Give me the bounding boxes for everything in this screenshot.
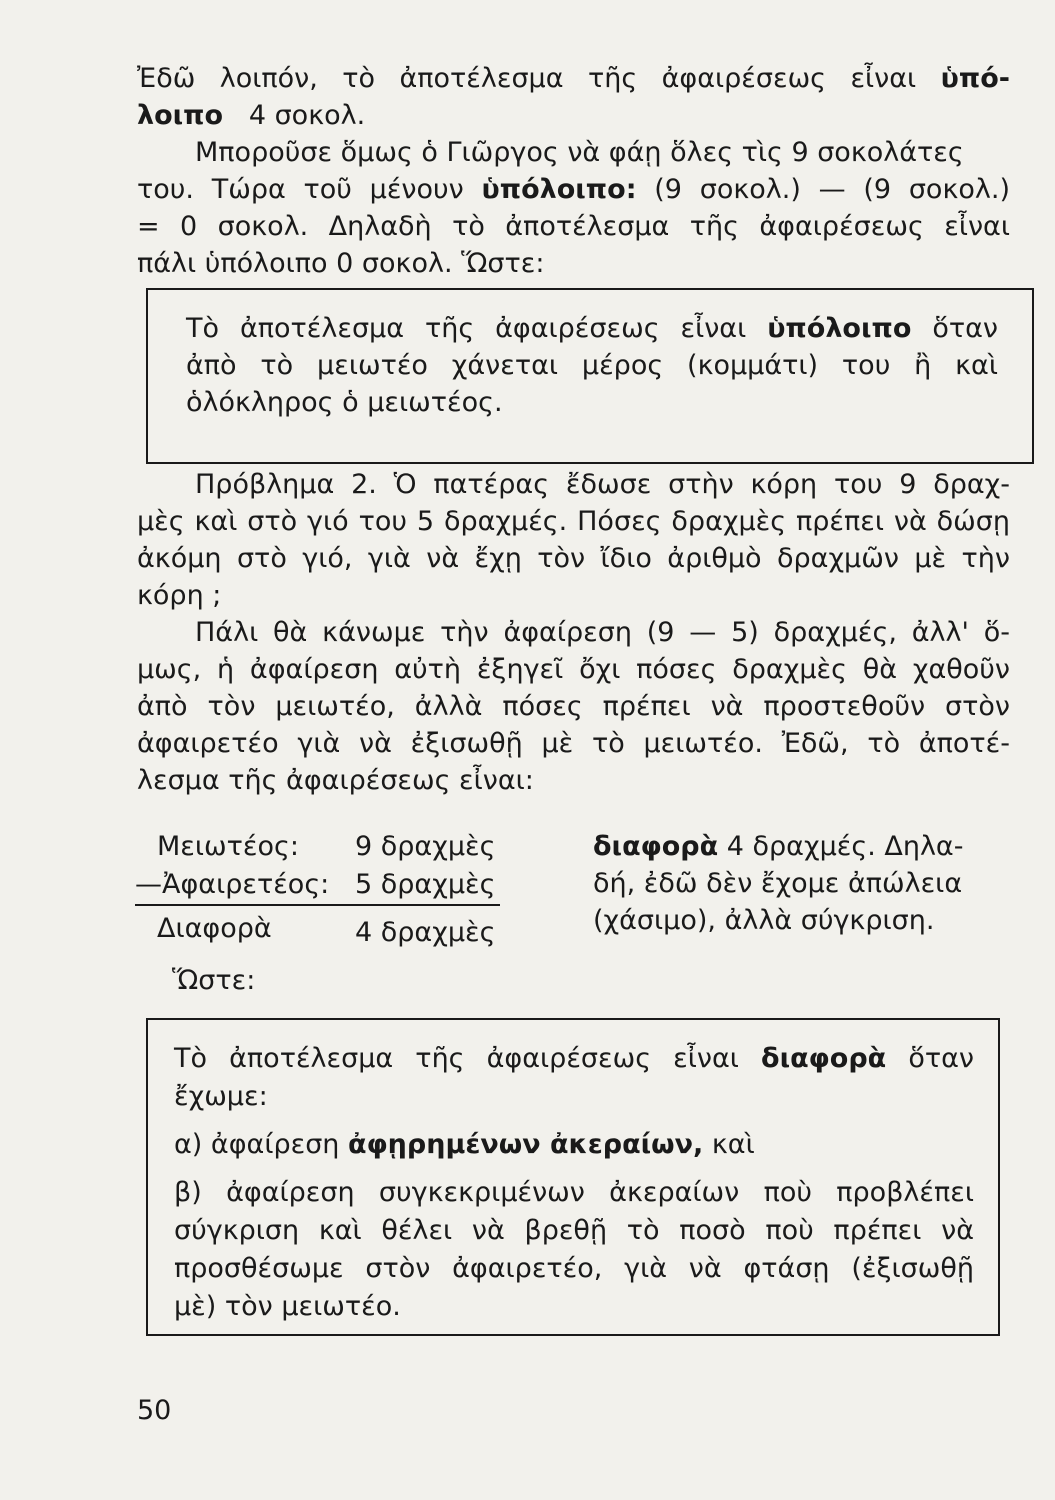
intro-line-3: Μποροῦσε ὅμως ὁ Γιῶργος νὰ φάῃ ὅλες τὶς 9 σοκολάτες (195, 137, 964, 168)
intro-line-2: λοιπο 4 σοκολ. (137, 100, 366, 131)
intro-line-1: Ἐδῶ λοιπόν, τὸ ἀποτέλεσμα τῆς ἀφαιρέσεως εἶναι ὑπό- (137, 63, 1010, 94)
minuend-label: Μειωτέος: (157, 831, 299, 862)
problem-line-5: Πάλι θὰ κάνωμε τὴν ἀφαίρεση (9 — 5) δραχμές, ἀλλ' ὅ- (195, 617, 1010, 648)
rule-box-difference-text (174, 1040, 974, 1326)
intro-line-6: πάλι ὑπόλοιπο 0 σοκολ. Ὥστε: (137, 248, 545, 279)
side-line-2: δή, ἐδῶ δὲν ἔχομε ἀπώλεια (593, 868, 963, 899)
box1-line-1: Τὸ ἀποτέλεσμα τῆς ἀφαιρέσεως εἶναι ὑπόλοιπο ὅταν (186, 313, 998, 344)
intro-paragraph (137, 60, 1010, 282)
subtrahend-value: 5 δραχμὲς (355, 869, 496, 900)
box2-line-2: ἔχωμε: (174, 1081, 268, 1112)
problem-2-paragraph (137, 466, 1010, 799)
box1-line-3: ὁλόκληρος ὁ μειωτέος. (186, 387, 503, 418)
rule-box-remainder-text (186, 310, 998, 421)
intro-line-4: του. Τώρα τοῦ μένουν ὑπόλοιπο: (9 σοκολ.) — (9 σοκολ.) (137, 174, 1010, 205)
so-label: Ὥστε: (172, 965, 256, 996)
problem-line-3: ἀκόμη στὸ γιό, γιὰ νὰ ἔχῃ τὸν ἴδιο ἀριθμὸ δραχμῶν μὲ τὴν (137, 543, 1010, 574)
problem-line-9: λεσμα τῆς ἀφαιρέσεως εἶναι: (137, 765, 534, 796)
box2-item-b-line-3: προσθέσωμε στὸν ἀφαιρετέο, γιὰ νὰ φτάσῃ (ἐξισωθῇ (174, 1253, 974, 1284)
subtraction-rule (135, 904, 500, 906)
difference-label: Διαφορὰ (157, 913, 272, 944)
box2-item-a: α) ἀφαίρεση ἀφῃρημένων ἀκεραίων, καὶ (174, 1129, 755, 1160)
box2-item-b-line-1: β) ἀφαίρεση συγκεκριμένων ἀκεραίων ποὺ προβλέπει (174, 1177, 974, 1208)
side-line-3: (χάσιμο), ἀλλὰ σύγκριση. (593, 905, 935, 936)
box2-line-1: Τὸ ἀποτέλεσμα τῆς ἀφαιρέσεως εἶναι διαφορὰ ὅταν (174, 1043, 974, 1074)
page-number: 50 (137, 1395, 172, 1426)
rule-box-difference (146, 1018, 1000, 1336)
problem-line-4: κόρη ; (137, 580, 222, 611)
side-line-1: διαφορὰ 4 δραχμές. Δηλα- (593, 831, 964, 862)
box1-line-2: ἀπὸ τὸ μειωτέο χάνεται μέρος (κομμάτι) του ἢ καὶ (186, 350, 998, 381)
difference-value: 4 δραχμὲς (355, 917, 496, 948)
minuend-value: 9 δραχμὲς (355, 831, 496, 862)
problem-line-7: ἀπὸ τὸν μειωτέο, ἀλλὰ πόσες πρέπει νὰ προστεθοῦν στὸν (137, 691, 1010, 722)
problem-line-2: μὲς καὶ στὸ γιό του 5 δραχμές. Πόσες δραχμὲς πρέπει νὰ δώσῃ (137, 506, 1010, 537)
intro-line-5: = 0 σοκολ. Δηλαδὴ τὸ ἀποτέλεσμα τῆς ἀφαιρέσεως εἶναι (137, 211, 1010, 242)
problem-line-1: Πρόβλημα 2. Ὁ πατέρας ἔδωσε στὴν κόρη του 9 δραχ- (195, 469, 1010, 500)
subtrahend-label: —Ἀφαιρετέος: (135, 869, 330, 900)
box2-item-b-line-4: μὲ) τὸν μειωτέο. (174, 1291, 401, 1322)
subtraction-layout (135, 828, 535, 948)
difference-explanation (593, 828, 1018, 939)
problem-line-6: μως, ἡ ἀφαίρεση αὐτὴ ἐξηγεῖ ὄχι πόσες δραχμὲς θὰ χαθοῦν (137, 654, 1010, 685)
rule-box-remainder (146, 288, 1034, 464)
box2-item-b-line-2: σύγκριση καὶ θέλει νὰ βρεθῇ τὸ ποσὸ ποὺ πρέπει νὰ (174, 1215, 974, 1246)
problem-line-8: ἀφαιρετέο γιὰ νὰ ἐξισωθῇ μὲ τὸ μειωτέο. Ἐδῶ, τὸ ἀποτέ- (137, 728, 1010, 759)
